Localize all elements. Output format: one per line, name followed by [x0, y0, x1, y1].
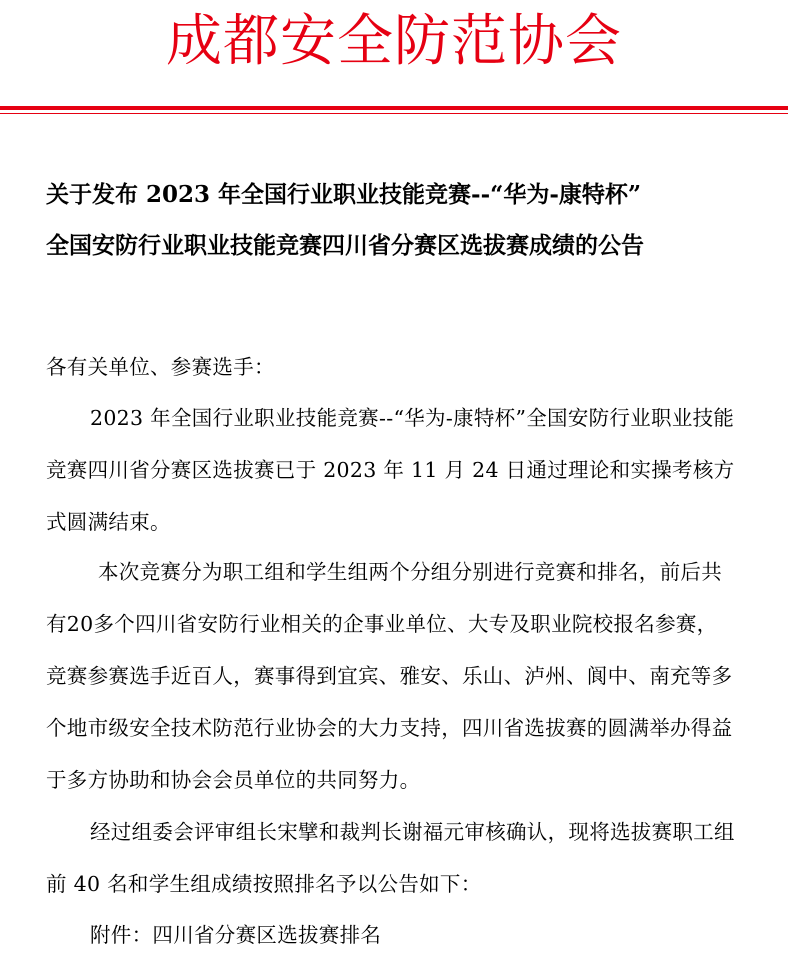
attachment-note: 附件：四川省分赛区选拔赛排名: [90, 923, 382, 947]
paragraph-results-announcement: 经过组委会评审组长宋擘和裁判长谢福元审核确认，现将选拔赛职工组前 40 名和学生组成绩按照排名予以公告如下：: [46, 820, 735, 896]
announcement-title-line2: 全国安防行业职业技能竞赛四川省分赛区选拔赛成绩的公告: [46, 232, 644, 259]
letterhead-rule-thick: [0, 106, 788, 110]
paragraph-competition-finished: 2023 年全国行业职业技能竞赛--“华为-康特杯”全国安防行业职业技能竞赛四川省分赛区选拔赛已于 2023 年 11 月 24 日通过理论和实操考核方式圆满结束。: [46, 406, 735, 534]
letterhead-title: 成都安全防范协会: [166, 9, 622, 74]
paragraph-competition-details: 本次竞赛分为职工组和学生组两个分组分别进行竞赛和排名，前后共有20多个四川省安防行业相关的企事业单位、大专及职业院校报名参赛，竞赛参赛选手近百人，赛事得到宜宾、雅安、乐山、泸州、阆中、南充等多个地市级安全技术防范行业协会的大力支持，四川省选拔赛的圆满举办得益于多方协助和协会会员单位的共同努力。: [46, 560, 733, 792]
salutation: 各有关单位、参赛选手：: [46, 355, 275, 379]
announcement-title-line1: 关于发布 2023 年全国行业职业技能竞赛--“华为-康特杯”: [46, 181, 642, 208]
letterhead-rule-thin: [0, 113, 788, 114]
